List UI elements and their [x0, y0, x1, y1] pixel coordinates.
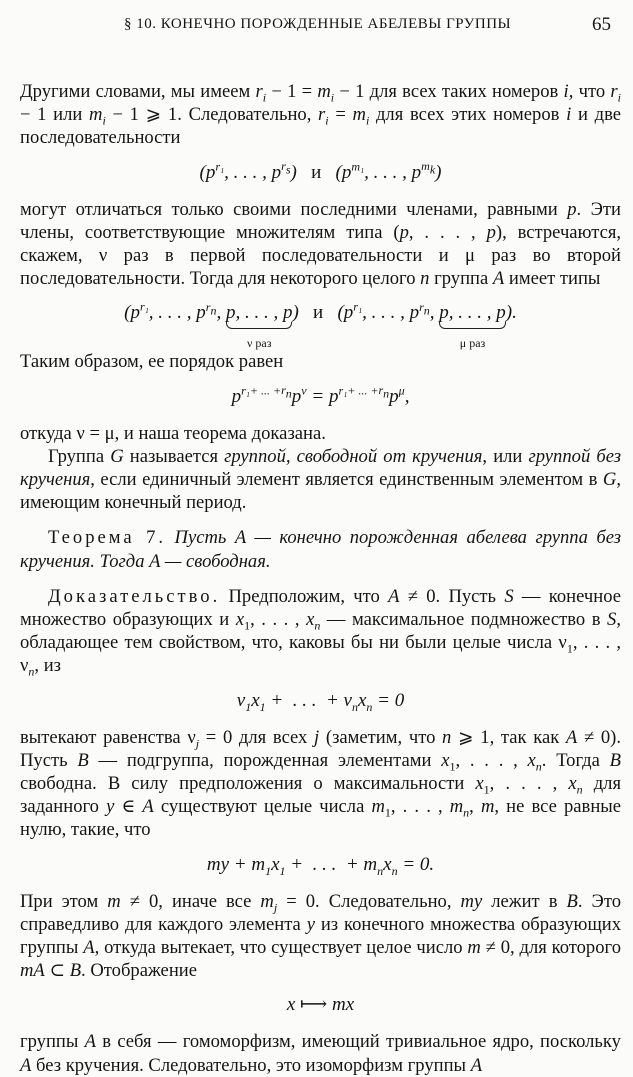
proof-paragraph: Доказательство. Предположим, что A ≠ 0. Пусть S — конечное множество образующих и $x_1$, . . . , $x_n$ — максимальное подмножество в S, обладающее тем свойством, что, каковы бы ни были целые числа $\nu_1$, . . . , $\nu_n$, из [20, 585, 621, 680]
underbrace-mu: p, . . . , p μ раз [439, 302, 506, 351]
paragraph-7: вытекают равенства $\nu_j = 0$ для всех j (заметим, что n ⩾ 1, так как A ≠ 0). Пусть B — подгруппа, порожденная элементами $x_1$, . . . , $x_n$. Тогда B свободна. В силу предположения о максимальности $x_1$, . . . , $x_n$ для заданного y ∈ A существуют целые числа $m_1$, . . . , $m_n$, m, не все равные нулю, такие, что [20, 726, 622, 841]
paragraph-1: Другими словами, мы имеем $r_i - 1 = m_i - 1$ для всех таких номеров i, что $r_i - 1$ или $m_i - 1$ ⩾ 1. Следовательно, $r_i = m_i$ для всех этих номеров i и две последовательности [20, 81, 621, 149]
page-number: 65 [592, 14, 611, 35]
paragraph-5: Группа G называется группой, свободной от кручения, или группой без кручения, если единичный элемент является единственным элементом в G, имеющим конечный период. [20, 445, 621, 514]
equation-linear-combination: $\nu_1x_1$ + . . . + $\nu_nx_n = 0$ [236, 689, 405, 714]
equation-order: $p^{r_1+ ... +r_n}p^\nu = p^{r_1+ ... +r_n}p^\mu$, [231, 383, 410, 407]
underbrace-nu: p, . . . , p ν раз [225, 302, 293, 351]
section-title: § 10. КОНЕЧНО ПОРОЖДЕННЫЕ АБЕЛЕВЫ ГРУППЫ [124, 16, 512, 32]
paragraph-4: откуда ν = μ, и наша теорема доказана. [20, 422, 326, 444]
paragraph-3: Таким образом, ее порядок равен [20, 351, 284, 373]
page-body [20, 80, 621, 1077]
paragraph-8: При этом m ≠ 0, иначе все $m_j = 0$. Следовательно, my лежит в B. Это справедливо для каждого элемента y из конечного множества образующих группы A, откуда вытекает, что существует целое число m ≠ 0, для которого mA ⊂ B. Отображение [20, 890, 622, 982]
running-header [20, 14, 623, 44]
equation-relation: my + $m_1x_1$ + . . . + $m_nx_n = 0$. [206, 853, 435, 878]
theorem-7: Теорема 7. Пусть A — конечно порожденная абелева группа без кручения. Тогда A — свободная. [20, 527, 621, 572]
equation-mapping: x ⟼ mx [286, 994, 355, 1016]
equation-types: ($p^{r_1}$, . . . , $p^{r_n}$, p, . . . , p ν раз ) и ($p^{r_1}$, . . . , $p^{r_n}$, p, . . . , p μ раз ). [124, 300, 517, 351]
paragraph-2: могут отличаться только своими последними членами, равными p. Эти члены, соответствующие множителям типа (p, . . . , p), встречаются, скажем, ν раз в первой последовательности и μ раз во второй последовательности. Тогда для некоторого целого n группа A имеет типы [20, 198, 622, 290]
equation-sequences: ($p^{r_1}$, . . . , $p^{r_s}$) и ($p^{m_1}$, . . . , $p^{m_k}$) [199, 159, 442, 183]
paragraph-9: группы A в себя — гомоморфизм, имеющий тривиальное ядро, поскольку A без кручения. Следовательно, это изоморфизм группы A [20, 1031, 621, 1076]
